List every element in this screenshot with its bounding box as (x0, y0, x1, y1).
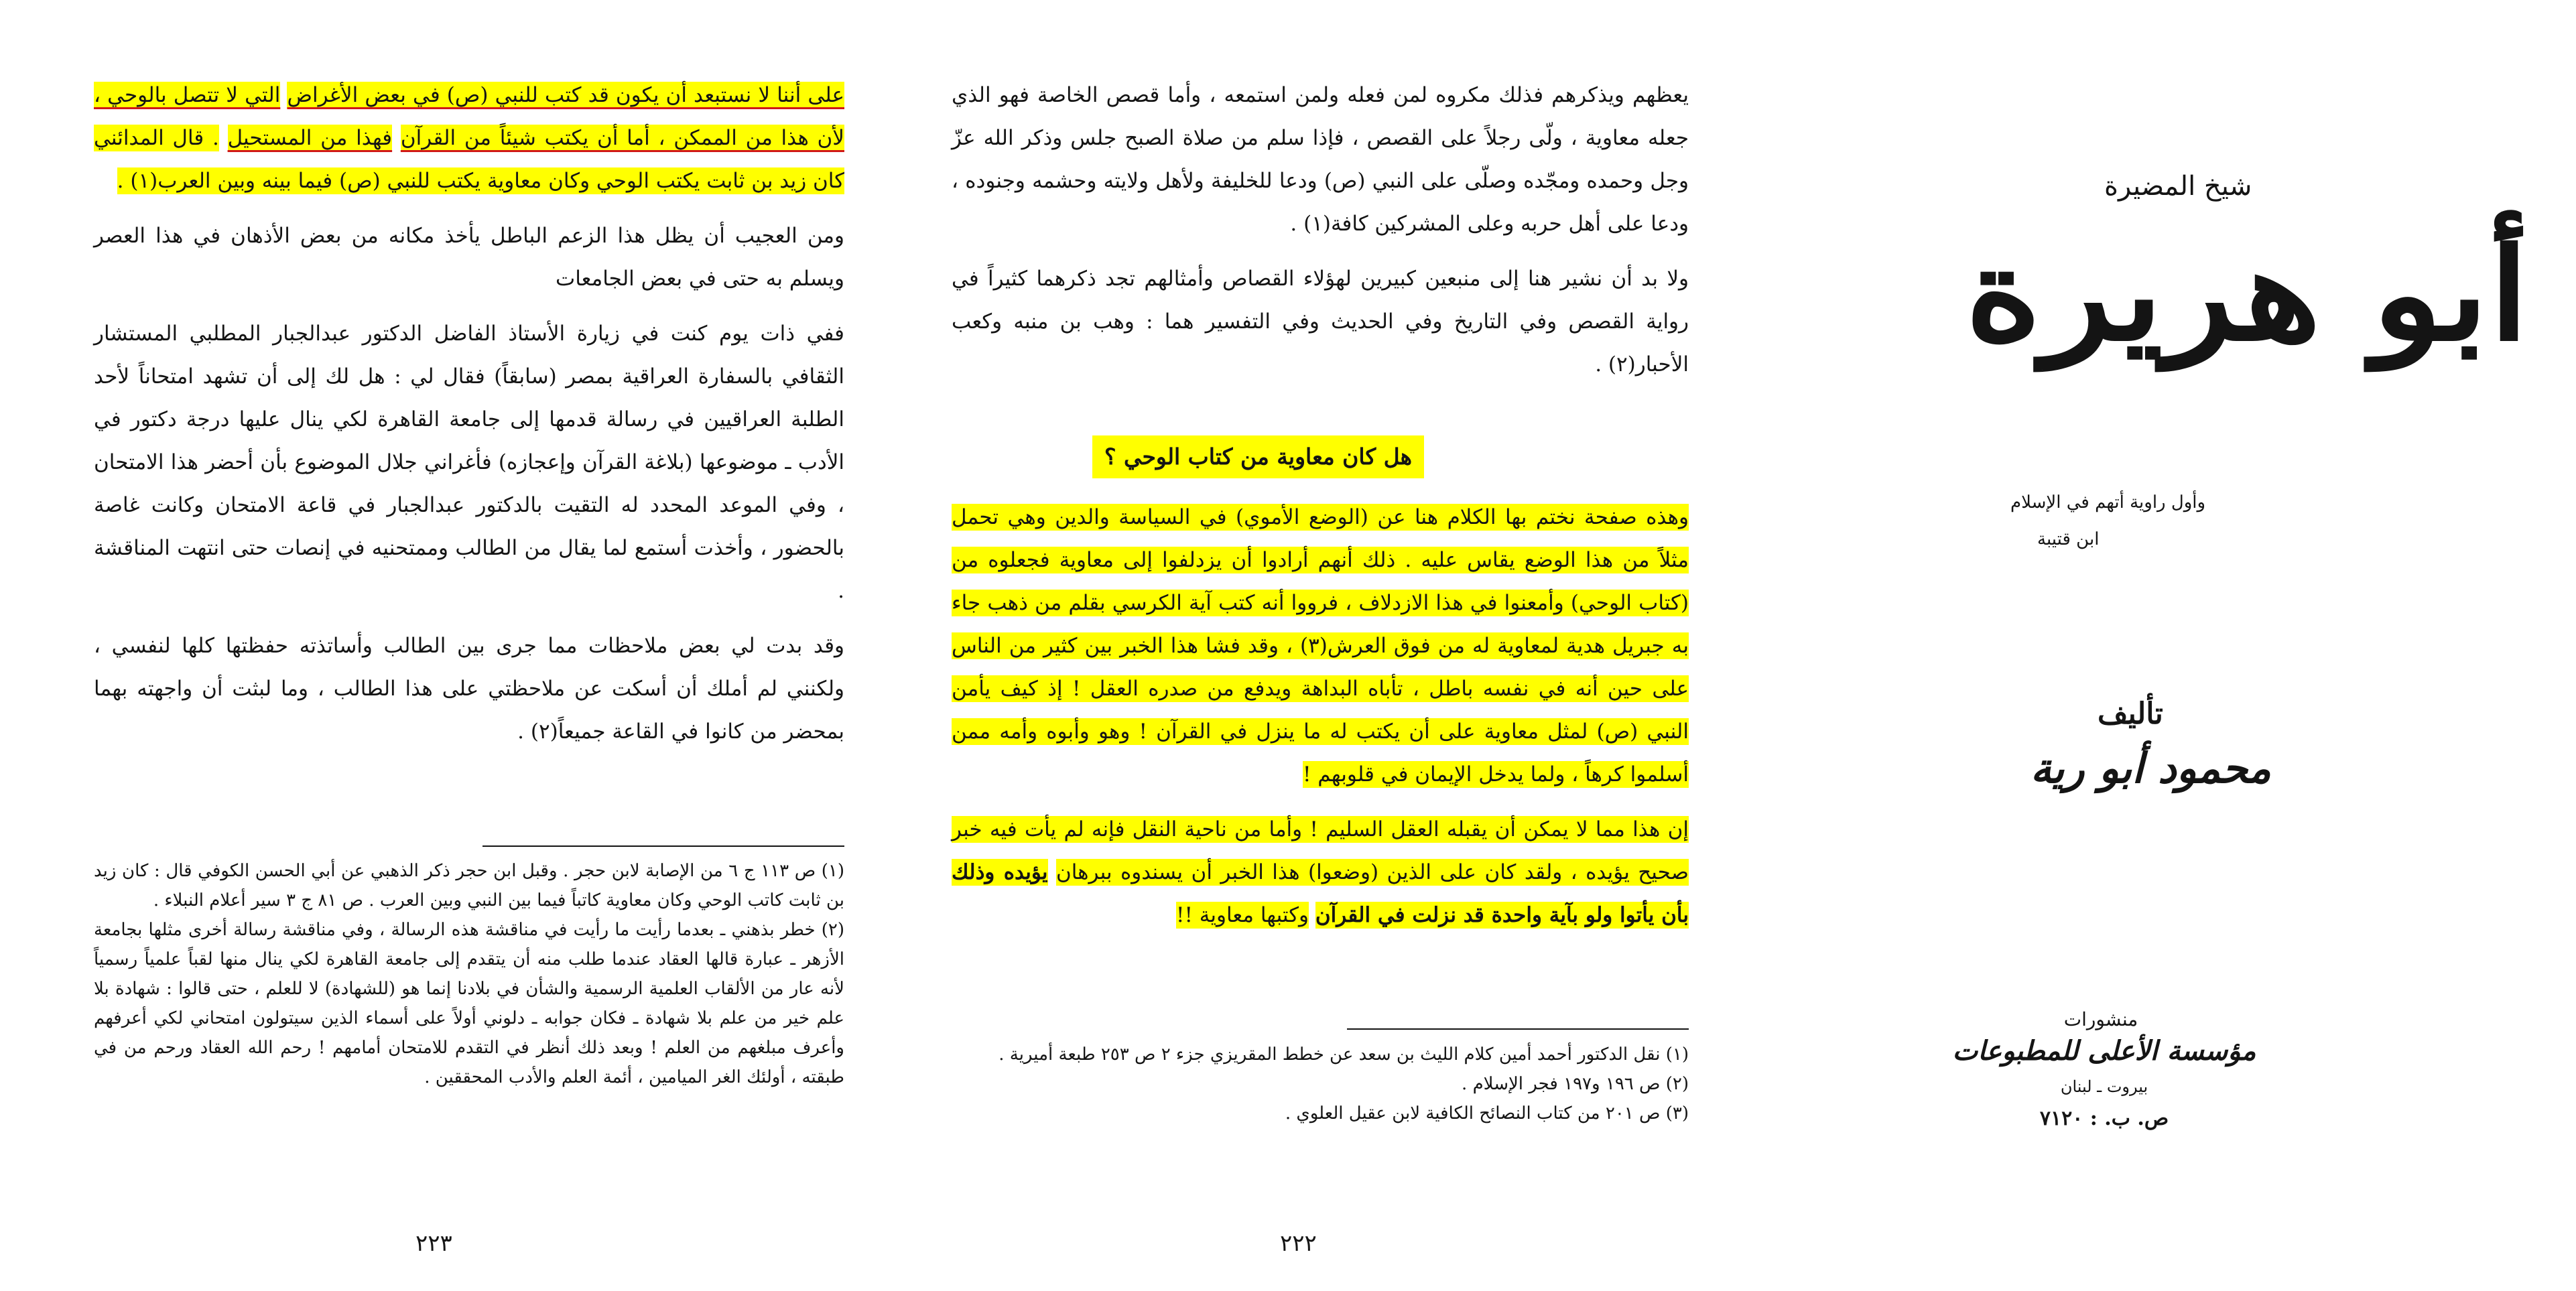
highlighted-paragraph (952, 808, 1689, 937)
paragraph: ومن العجيب أن يظل هذا الزعم الباطل يأخذ مكانه من بعض الأذهان في هذا العصر ويسلم به حتى في بعض الجامعات (94, 224, 844, 291)
highlighted-paragraph (952, 496, 1689, 796)
highlight-line-1: على أننا لا نستبعد أن يكون قد كتب للنبي (ص) في بعض الأغراض (287, 83, 844, 107)
book-title: أبو هريرة (1964, 220, 2529, 369)
page-222-footnotes (952, 1040, 1689, 1128)
publisher-location: بيروت ـ لبنان (2060, 1077, 2148, 1096)
publisher-label: منشورات (2063, 1008, 2138, 1030)
page-223 (0, 0, 885, 1291)
publisher-name: مؤسسة الأعلى للمطبوعات (1952, 1035, 2256, 1067)
page-222-body-highlighted (952, 496, 1689, 937)
page-223-body (94, 74, 844, 753)
highlight-bold-text: يؤيده وذلك بأن يأتوا ولو بآية واحدة قد نزلت في القرآن (952, 860, 1689, 927)
highlighted-paragraph (94, 74, 844, 202)
author-name: محمود أبو رية (2031, 744, 2271, 793)
series-title: شيخ المضيرة (2104, 171, 2252, 202)
footnote: (٢) خطر بذهني ـ بعدما رأيت ما رأيت في مناقشة هذه الرسالة ، وفي مناقشة رسالة أخرى مثلها بجامعة الأزهر ـ عبارة قالها العقاد عندما طلب منه أن يتقدم إلى جامعة القاهرة لكي ينال منها لقباً علمياً رسمياً لأنه عار من الألقاب العلمية الرسمية والشأن في بلادنا إنما هو (للشهادة) لا للعلم ، حتى قالوا : شهادة بلا علم خير من علم بلا شهادة ـ فكان جوابه ـ دلوني أولاً على أسماء الذين سيتولون امتحاني لكي أعرفهم وأعرف مبلغهم من العلم ! وبعد ذلك أنظر في التقدم للامتحان أمامهم ! رحم الله العقاد ورحم من في طبقته ، أولئك الغر الميامين ، أئمة العلم والأدب المحققين . (94, 920, 844, 1087)
footnote-rule (1347, 1028, 1689, 1030)
page-222-body-top (952, 74, 1689, 386)
highlight-text: وهذه صفحة نختم بها الكلام هنا عن (الوضع الأموي) في السياسة والدين وهي تحمل مثلاً من هذا الوضع يقاس عليه . ذلك أنهم أرادوا أن يزدلفوا إلى معاوية فجعلوه من (كتاب الوحي) وأمعنوا في هذا الازدلاف ، فرووا أنه كتب آية الكرسي بقلم من ذهب جاء به جبريل هدية لمعاوية له من فوق العرش(٣) ، وقد فشا هذا الخبر بين كثير من الناس على حين أنه في نفسه باطل ، تأباه البداهة ويدفع من صدره العقل ! إذ كيف يأمن النبي (ص) لمثل معاوية على أن يكتب له ما ينزل في القرآن ! وهو وأبوه وأمه ممن أسلموا كرهاً ، ولما يدخل الإيمان في قلوبهم ! (952, 505, 1689, 787)
subtitle-line-1: وأول راوية أتهم في الإسلام (2010, 492, 2206, 513)
page-222 (931, 0, 1749, 1291)
footnote: (١) ص ١١٣ ج ٦ من الإصابة لابن حجر . وقبل ابن حجر ذكر الذهبي عن أبي الحسن الكوفي قال : كان زيد بن ثابت كاتب الوحي وكان معاوية كاتباً فيما بين النبي وبين العرب . ص ٨١ ج ٣ سير أعلام النبلاء . (94, 861, 844, 910)
highlight-text-end: وكتبها معاوية !! (1176, 903, 1309, 927)
paragraph: ففي ذات يوم كنت في زيارة الأستاذ الفاضل الدكتور عبدالجبار المطلبي المستشار الثقافي بالسفارة العراقية بمصر (سابقاً) فقال لي : هل لك إلى أن تشهد امتحاناً لأحد الطلبة العراقيين في رسالة قدمها إلى جامعة القاهرة لكي ينال عليها درجة دكتور في الأدب ـ موضوعها (بلاغة القرآن وإعجازه) فأغراني جلال الموضوع بأن أحضر هذا الامتحان ، وفي الموعد المحدد له التقيت بالدكتور عبدالجبار في قاعة الامتحان وكانت غاصة بالحضور ، وأخذت أستمع لما يقال من الطالب وممتحنيه في إنصات حتى انتهت المناقشة . (94, 322, 844, 603)
page-number: ٢٢٢ (1280, 1230, 1317, 1257)
highlight-line-2: التي لا تتصل بالوحي ، لأن هذا من الممكن ، أما أن يكتب شيئاً من القرآن (94, 83, 844, 150)
subtitle-line-2: ابن قتيبة (2037, 529, 2100, 549)
paragraph: وقد بدت لي بعض ملاحظات مما جرى بين الطالب وأساتذته حفظتها كلها لنفسي ، ولكنني لم أملك أن أسكت عن ملاحظتي على هذا الطالب ، وما لبثت أن واجهته بهما بمحضر من كانوا في القاعة جميعاً(٢) . (94, 634, 844, 744)
page-number: ٢٢٣ (415, 1230, 452, 1257)
paragraph: ولا بد أن نشير هنا إلى منبعين كبيرين لهؤلاء القصاص وأمثالهم تجد ذكرهما كثيراً في رواية القصص وفي التاريخ وفي الحديث وفي التفسير هما : وهب بن منبه وكعب الأحبار(٢) . (952, 267, 1689, 377)
cover-page (1809, 0, 2576, 1291)
highlight-text: إن هذا مما لا يمكن أن يقبله العقل السليم ! وأما من ناحية النقل فإنه لم يأت فيه خبر صحيح يؤيده ، ولقد كان على الذين (وضعوا) هذا الخبر أن يسندوه ببرهان (952, 817, 1689, 884)
section-heading: هل كان معاوية من كتاب الوحي ؟ (1092, 435, 1424, 478)
footnote-ref: (١) . (117, 169, 158, 193)
footnote-rule (482, 845, 844, 847)
page-223-footnotes (94, 856, 844, 1092)
footnote: (٣) ص ٢٠١ من كتاب النصائح الكافية لابن عقيل العلوي . (1285, 1103, 1689, 1124)
paragraph: يعظهم ويذكرهم فذلك مكروه لمن فعله ولمن استمعه ، وأما قصص الخاصة فهو الذي جعله معاوية ، ولّى رجلاً على القصص ، فإذا سلم من صلاة الصبح جلس وذكر الله عزّ وجل وحمده ومجّده وصلّى على النبي (ص) ودعا للخليفة ولأهل ولايته وحشمه وجنوده ، ودعا على أهل حربه وعلى المشركين كافة(١) . (952, 83, 1689, 236)
highlight-line-3: فهذا من المستحيل (227, 126, 393, 150)
publisher-po-box: ص. ب. : ٧١٢٠ (2039, 1107, 2169, 1130)
footnote: (٢) ص ١٩٦ و١٩٧ فجر الإسلام . (1462, 1074, 1689, 1094)
highlight-line-3-rest: . قال المدائني كان زيد بن ثابت يكتب الوحي وكان معاوية يكتب للنبي (ص) فيما بينه وبين العرب (94, 126, 844, 193)
author-label: تأليف (2098, 697, 2163, 731)
footnote: (١) نقل الدكتور أحمد أمين كلام الليث بن سعد عن خطط المقريزي جزء ٢ ص ٢٥٣ طبعة أميرية . (999, 1044, 1689, 1065)
